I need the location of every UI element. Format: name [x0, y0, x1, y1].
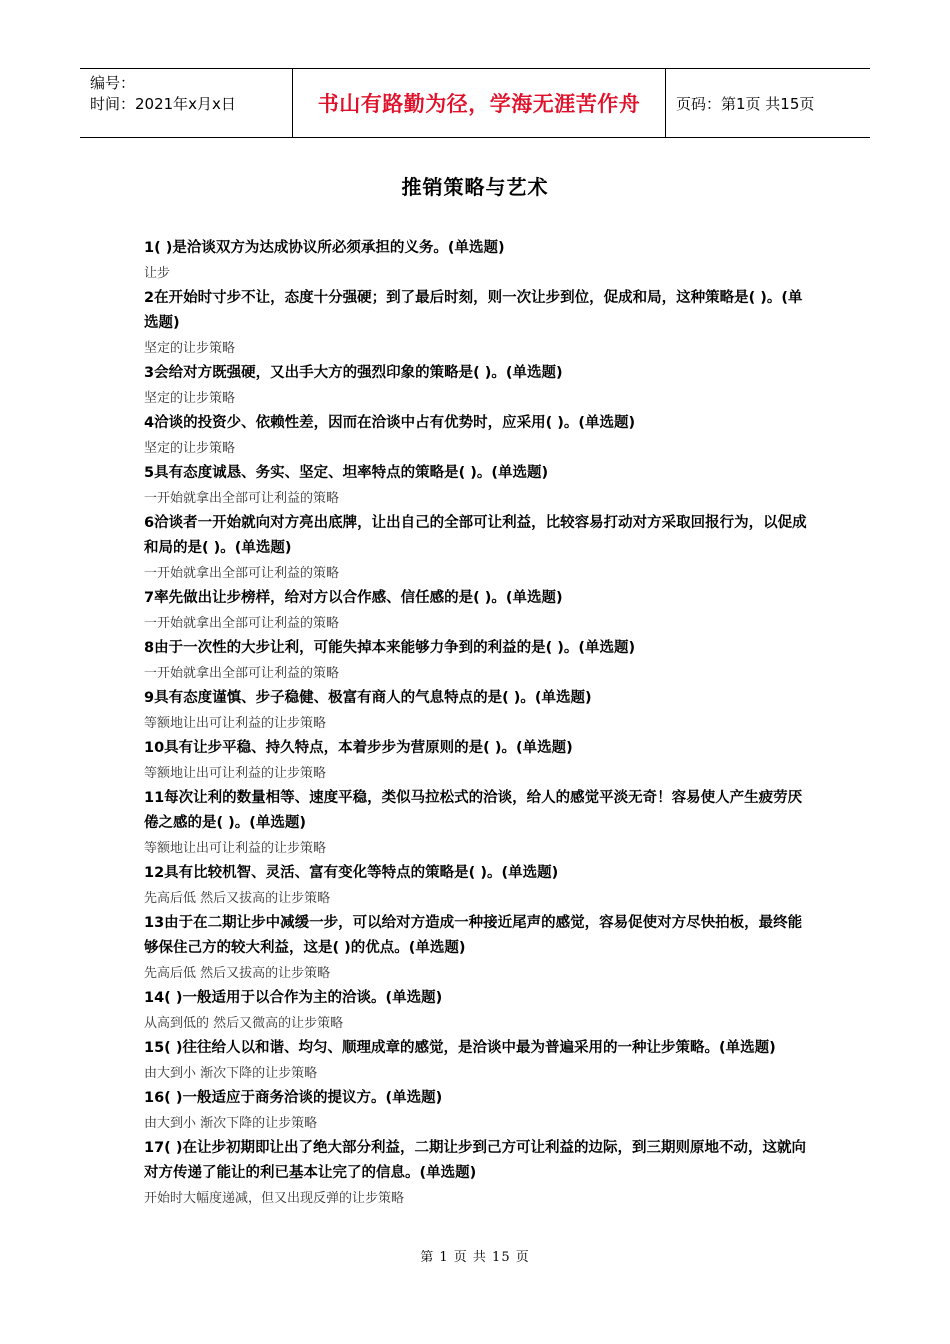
document-time-label: 时间：2021年x月x日 — [90, 95, 236, 113]
question-text: 8由于一次性的大步让利，可能失掉本来能够力争到的利益的是( )。(单选题) — [144, 640, 636, 656]
question-item — [144, 686, 814, 736]
answer-text: 等额地让出可让利益的让步策略 — [144, 766, 327, 781]
question-item — [144, 361, 814, 411]
answer-text: 一开始就拿出全部可让利益的策略 — [144, 616, 340, 631]
question-text: 9具有态度谨慎、步子稳健、极富有商人的气息特点的是( )。(单选题) — [144, 690, 592, 706]
question-item — [144, 636, 814, 686]
question-text: 10具有让步平稳、持久特点，本着步步为营原则的是( )。(单选题) — [144, 740, 573, 756]
page-footer: 第 1 页 共 15 页 — [420, 1250, 530, 1265]
answer-text: 先高后低 然后又拔高的让步策略 — [144, 891, 331, 906]
question-item — [144, 236, 814, 286]
question-item — [144, 861, 814, 911]
answer-text: 由大到小 渐次下降的让步策略 — [144, 1066, 318, 1081]
answer-text: 坚定的让步策略 — [144, 341, 236, 356]
answer-text: 一开始就拿出全部可让利益的策略 — [144, 566, 340, 581]
question-item — [144, 411, 814, 461]
question-text: 3会给对方既强硬，又出手大方的强烈印象的策略是( )。(单选题) — [144, 365, 563, 381]
question-text: 4洽谈的投资少、依赖性差，因而在洽谈中占有优势时，应采用( )。(单选题) — [144, 415, 636, 431]
page-title: 推销策略与艺术 — [401, 175, 549, 199]
question-item — [144, 911, 814, 986]
header-page-info: 页码：第1页 共15页 — [676, 94, 815, 113]
question-item — [144, 1036, 814, 1086]
question-text: 5具有态度诚恳、务实、坚定、坦率特点的策略是( )。(单选题) — [144, 465, 549, 481]
answer-text: 一开始就拿出全部可让利益的策略 — [144, 491, 340, 506]
question-text: 13由于在二期让步中减缓一步，可以给对方造成一种接近尾声的感觉，容易促使对方尽快拍板，最终能够保住己方的较大利益，这是( )的优点。(单选题) — [144, 915, 803, 956]
header-left-cell — [80, 69, 293, 137]
question-item — [144, 786, 814, 861]
answer-text: 坚定的让步策略 — [144, 441, 236, 456]
question-text: 17( )在让步初期即让出了绝大部分利益，二期让步到己方可让利益的边际，到三期则原地不动，这就向对方传递了能让的利已基本让完了的信息。(单选题) — [144, 1140, 806, 1181]
question-item — [144, 1136, 814, 1211]
question-item — [144, 986, 814, 1036]
question-item — [144, 286, 814, 361]
header-table — [80, 68, 870, 138]
answer-text: 等额地让出可让利益的让步策略 — [144, 841, 327, 856]
question-text: 1( )是洽谈双方为达成协议所必须承担的义务。(单选题) — [144, 240, 505, 256]
answer-text: 由大到小 渐次下降的让步策略 — [144, 1116, 318, 1131]
question-text: 16( )一般适应于商务洽谈的提议方。(单选题) — [144, 1090, 443, 1106]
question-text: 6洽谈者一开始就向对方亮出底牌，让出自己的全部可让利益，比较容易打动对方采取回报行为，以促成和局的是( )。(单选题) — [144, 515, 807, 556]
question-item — [144, 586, 814, 636]
question-text: 11每次让利的数量相等、速度平稳，类似马拉松式的洽谈，给人的感觉平淡无奇！容易使人产生疲劳厌倦之感的是( )。(单选题) — [144, 790, 803, 831]
question-list — [144, 236, 814, 1211]
question-text: 2在开始时寸步不让，态度十分强硬；到了最后时刻，则一次让步到位，促成和局，这种策略是( )。(单选题) — [144, 290, 803, 331]
question-item — [144, 511, 814, 586]
question-text: 12具有比较机智、灵活、富有变化等特点的策略是( )。(单选题) — [144, 865, 559, 881]
answer-text: 先高后低 然后又拔高的让步策略 — [144, 966, 331, 981]
answer-text: 等额地让出可让利益的让步策略 — [144, 716, 327, 731]
question-item — [144, 461, 814, 511]
header-motto: 书山有路勤为径，学海无涯苦作舟 — [293, 69, 666, 137]
question-text: 7率先做出让步榜样，给对方以合作感、信任感的是( )。(单选题) — [144, 590, 563, 606]
answer-text: 一开始就拿出全部可让利益的策略 — [144, 666, 340, 681]
question-text: 15( )往往给人以和谐、均匀、顺理成章的感觉，是洽谈中最为普遍采用的一种让步策略。(单选题) — [144, 1040, 776, 1056]
answer-text: 让步 — [144, 266, 171, 281]
question-text: 14( )一般适用于以合作为主的洽谈。(单选题) — [144, 990, 443, 1006]
question-item — [144, 1086, 814, 1136]
answer-text: 从高到低的 然后又微高的让步策略 — [144, 1016, 344, 1031]
document-number-label: 编号： — [90, 74, 136, 92]
question-item — [144, 736, 814, 786]
answer-text: 开始时大幅度递减，但又出现反弹的让步策略 — [144, 1191, 405, 1206]
answer-text: 坚定的让步策略 — [144, 391, 236, 406]
